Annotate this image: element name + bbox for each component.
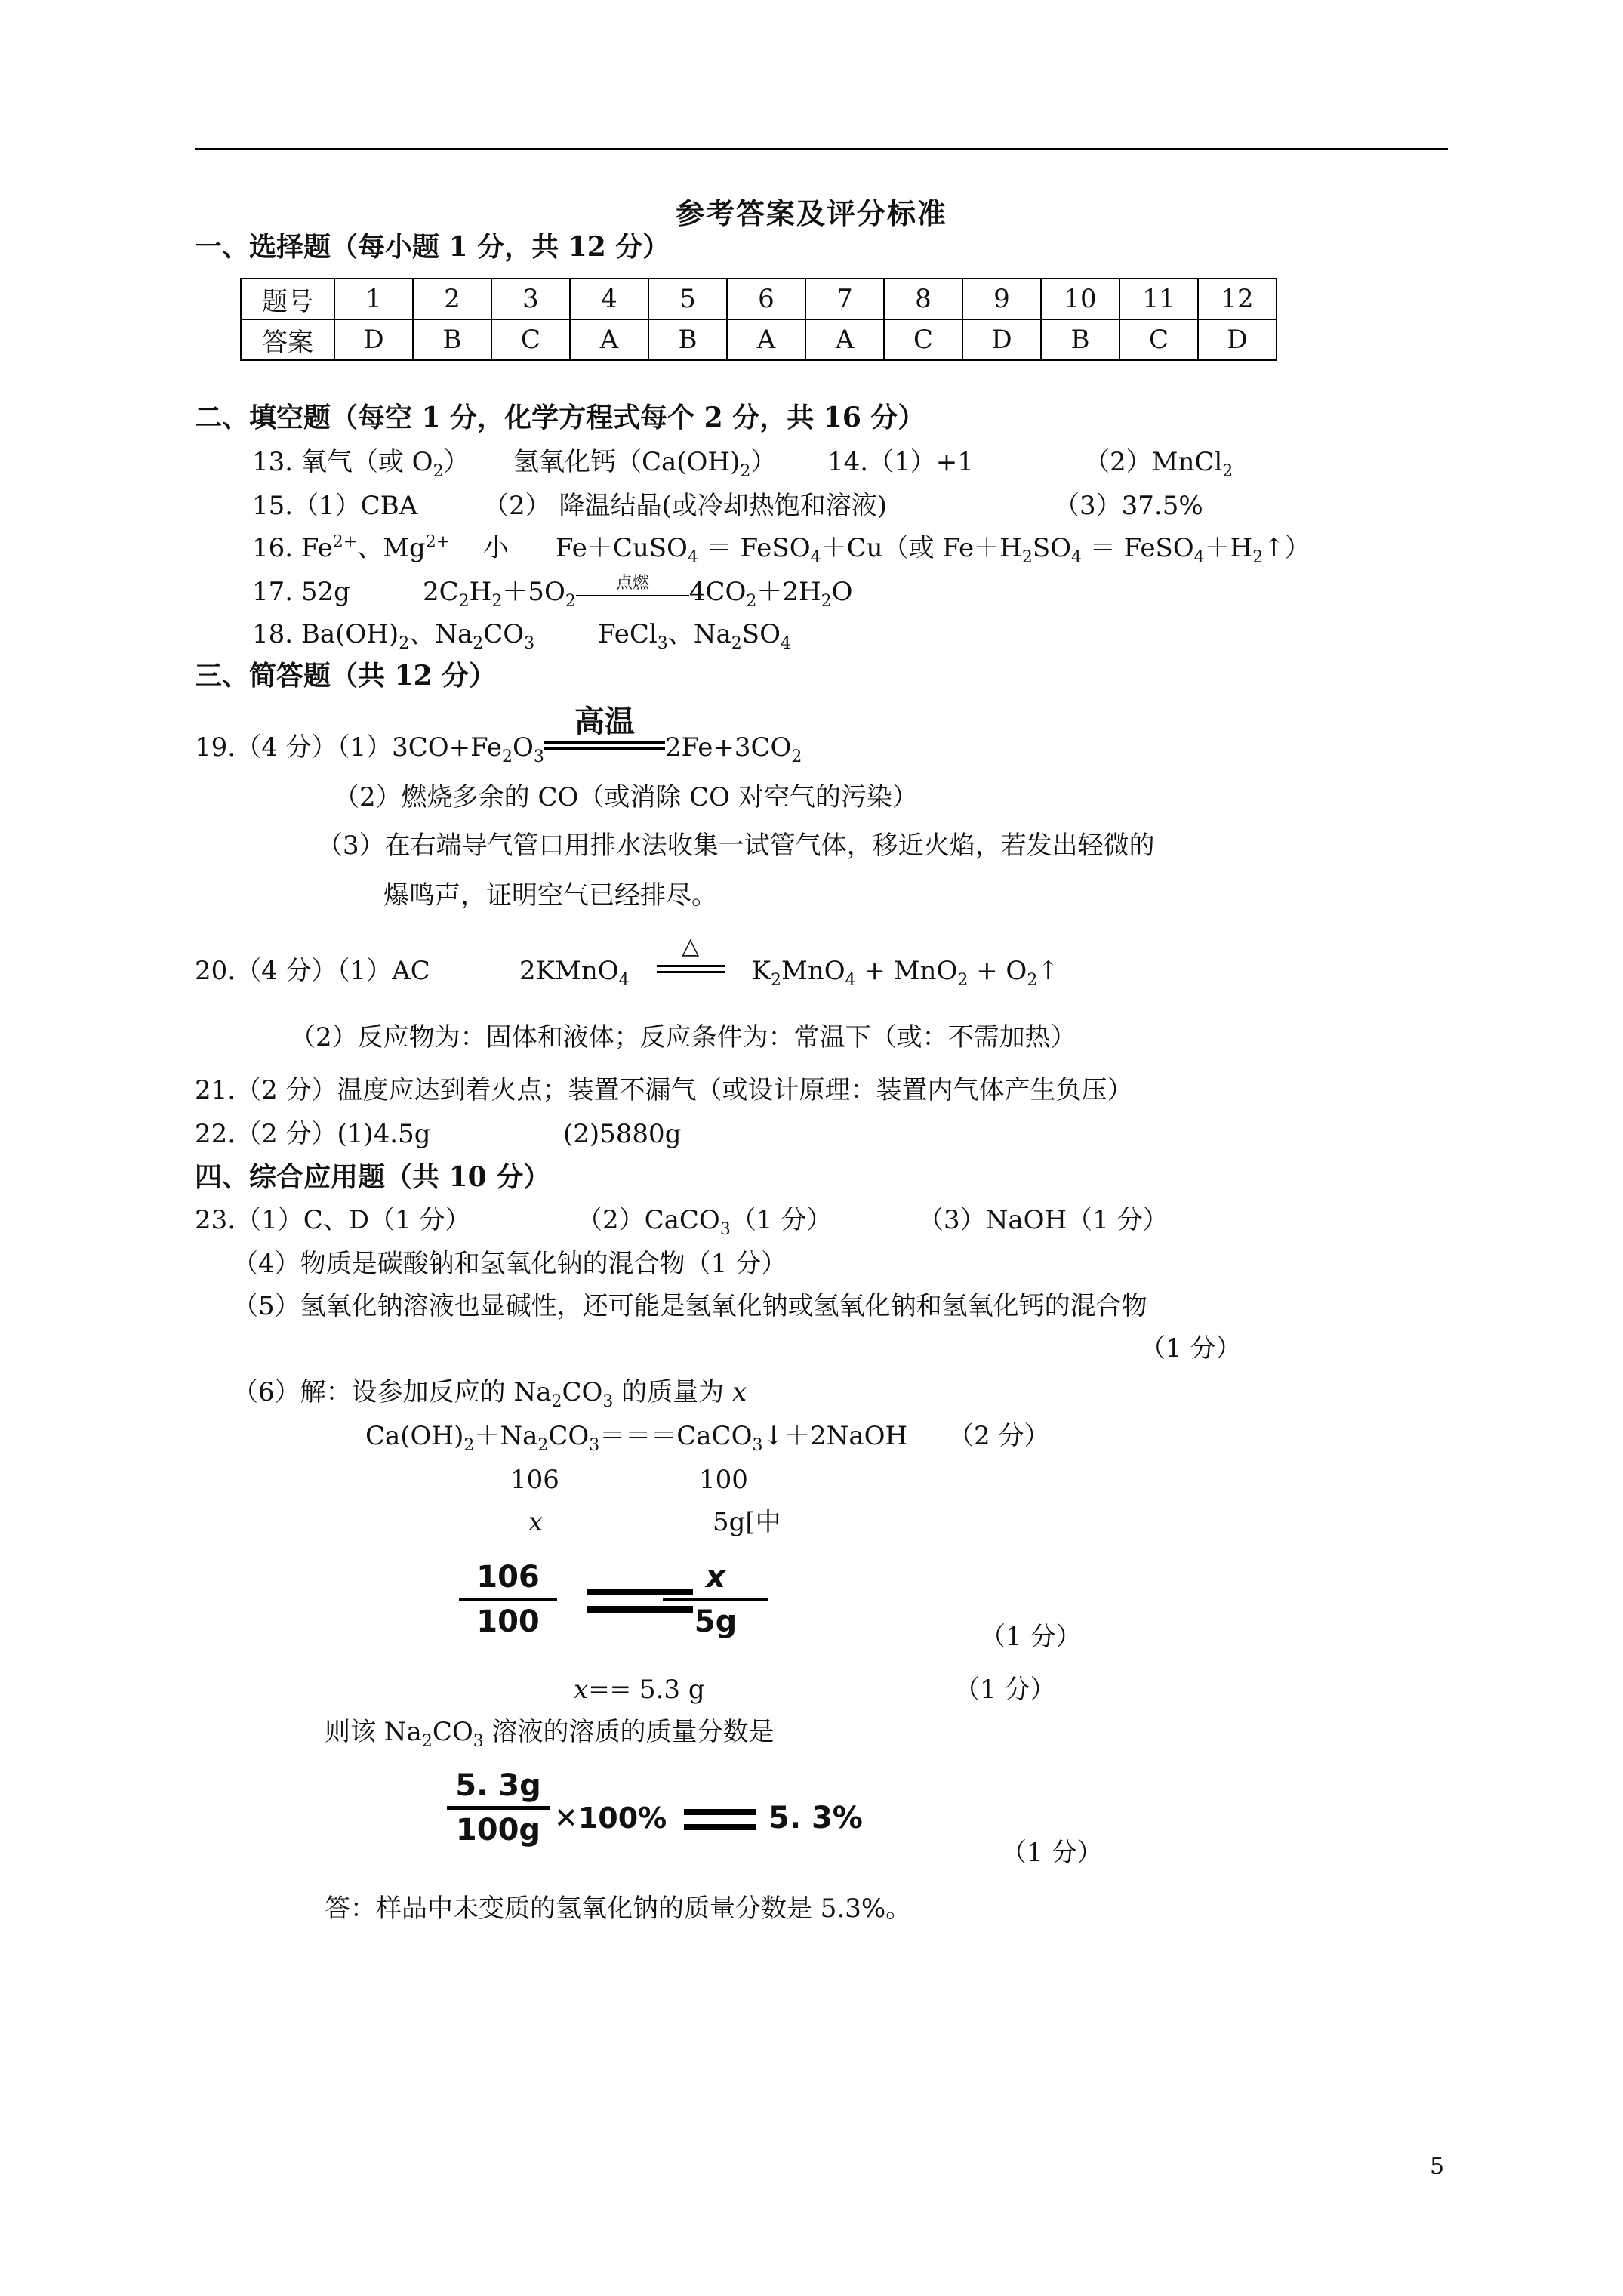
row-label: 题号: [241, 279, 334, 319]
reaction-arrow: △: [642, 948, 740, 982]
q21-answer: 21.（2 分）温度应达到着火点；装置不漏气（或设计原理：装置内气体产生负压）: [195, 1075, 1133, 1105]
q23-part-3: （3）NaOH（1 分）: [918, 1205, 1169, 1235]
question-number-cell: 3: [491, 279, 570, 319]
table-row: [241, 279, 1277, 319]
fraction-3: [447, 1768, 550, 1848]
q20-line-2: （2）反应物为：固体和液体；反应条件为：常温下（或：不需加热）: [290, 1022, 1076, 1052]
q14-answer: 14.（1）+1: [827, 447, 974, 477]
q17-equation: $2C_2H_2+5O_2$ 点燃 $4CO_2+2H_2O$: [423, 574, 853, 611]
score-1: （1 分）: [980, 1622, 1082, 1652]
reaction-arrow: 点燃: [576, 575, 689, 606]
answer-cell: D: [334, 319, 413, 360]
q23-part-5: （5）氢氧化钠溶液也显碱性，还可能是氢氧化钠或氢氧化钠和氢氧化钙的混合物: [233, 1291, 1147, 1321]
answer-cell: A: [727, 319, 805, 360]
q18-answer-2: FeCl$_3$、$Na_2SO_4$: [598, 619, 791, 653]
percentage-intro: 则该 $Na_2CO_3$ 溶液的溶质的质量分数是: [325, 1717, 775, 1751]
fraction-1-denominator: 100: [459, 1598, 557, 1639]
question-number-cell: 1: [334, 279, 413, 319]
fraction-2: [663, 1560, 768, 1639]
q16-answer: 16. $Fe^{2+}$、$Mg^{2+}$: [252, 532, 451, 563]
result-percentage: 5. 3%: [768, 1801, 863, 1835]
answer-cell: A: [805, 319, 884, 360]
fraction-2-denominator: 5g: [663, 1598, 768, 1639]
result-line: x== 5.3 g: [574, 1675, 705, 1705]
question-number-cell: 6: [727, 279, 805, 319]
known-mass: 5g[中: [713, 1507, 781, 1537]
fraction-3-numerator: 5. 3g: [455, 1768, 541, 1803]
reaction-arrow: 高温: [544, 726, 665, 760]
q15-answer-3: （3）37.5%: [1054, 491, 1203, 521]
q23-part-5-score: （1 分）: [1140, 1333, 1242, 1364]
top-rule: [195, 148, 1448, 150]
answer-cell: C: [491, 319, 570, 360]
unknown-mass: x: [528, 1507, 544, 1537]
times-100-percent: ✕100%: [554, 1801, 667, 1835]
answer-cell: B: [1041, 319, 1119, 360]
section-3-heading: 三、简答题（共 12 分）: [195, 660, 497, 692]
q23-equation: $Ca(OH)_2+Na_2CO_3===CaCO_3↓+2NaOH$: [365, 1421, 908, 1455]
q23-equation-score: （2 分）: [948, 1421, 1050, 1451]
answer-cell: C: [884, 319, 962, 360]
answer-cell: B: [648, 319, 727, 360]
molar-mass-1: 106: [510, 1465, 559, 1495]
answer-cell: A: [570, 319, 648, 360]
page-title: 参考答案及评分标准: [675, 196, 947, 230]
fraction-1: [459, 1560, 557, 1639]
q16-answer-2: 小: [483, 533, 509, 563]
q20-answer: 20.（4 分）（1）AC: [195, 956, 430, 986]
question-number-cell: 12: [1198, 279, 1277, 319]
answer-cell: C: [1119, 319, 1198, 360]
question-number-cell: 8: [884, 279, 962, 319]
molar-mass-2: 100: [699, 1465, 748, 1495]
q23-part-2: （2）CaCO$_3$（1 分）: [577, 1205, 833, 1239]
q13-answer-2: 氢氧化钙$(Ca(OH)_2)$: [513, 447, 777, 481]
row-label: 答案: [241, 319, 334, 360]
question-number-cell: 2: [413, 279, 491, 319]
question-number-cell: 4: [570, 279, 648, 319]
question-number-cell: 9: [962, 279, 1041, 319]
section-1-heading: 一、选择题（每小题 1 分，共 12 分）: [195, 231, 670, 263]
q20-equation: 2KMnO$_4$ △ $K_2MnO_4 + MnO_2$ + $O_2↑$: [519, 933, 1059, 990]
q22-answer-2: (2)5880g: [563, 1119, 682, 1149]
q23-part-1: 23.（1）C、D（1 分）: [195, 1205, 471, 1235]
fraction-3-denominator: 100g: [447, 1806, 550, 1848]
table-row: [241, 319, 1277, 360]
section-4-heading: 四、综合应用题（共 10 分）: [195, 1161, 551, 1193]
question-number-cell: 5: [648, 279, 727, 319]
q23-part-4: （4）物质是碳酸钠和氢氧化钠的混合物（1 分）: [233, 1249, 787, 1279]
q19-equation: 19.（4 分）$(1)3CO+Fe_2O_3$ 高温 $2Fe+3CO_2$: [195, 704, 802, 766]
equals-sign-2: [684, 1809, 756, 1830]
q19-line-3: （3）在右端导气管口用排水法收集一试管气体，移近火焰，若发出轻微的: [317, 831, 1155, 861]
score-2: （1 分）: [954, 1675, 1056, 1705]
answer-cell: D: [962, 319, 1041, 360]
q19-line-2: （2）燃烧多余的 CO（或消除 CO 对空气的污染）: [334, 782, 918, 812]
q18-answer: 18. $Ba(OH)_2$、$Na_2CO_3$: [252, 619, 535, 653]
q15-answer-2: （2） 降温结晶(或冷却热饱和溶液): [483, 491, 887, 521]
q22-answer: 22.（2 分）(1)4.5g: [195, 1119, 431, 1149]
q23-part-6: （6）解：设参加反应的 $Na_2CO_3$ 的质量为 x: [233, 1377, 747, 1411]
q16-equation: Fe＋CuSO$_4$ ＝ FeSO$_4$＋Cu（或 $Fe+H_2SO_4$ ＝ $FeSO_4+H_2↑$）: [556, 533, 1310, 567]
fraction-2-numerator: x: [706, 1560, 725, 1595]
final-answer: 答：样品中未变质的氢氧化钠的质量分数是 5.3%。: [325, 1894, 912, 1924]
q19-line-4: 爆鸣声，证明空气已经排尽。: [383, 880, 717, 911]
question-number-cell: 7: [805, 279, 884, 319]
question-number-cell: 10: [1041, 279, 1119, 319]
answer-cell: D: [1198, 319, 1277, 360]
question-number-cell: 11: [1119, 279, 1198, 319]
page-number: 5: [1430, 2153, 1445, 2180]
section-2-heading: 二、填空题（每空 1 分，化学方程式每个 2 分，共 16 分）: [195, 402, 925, 433]
q14-answer-2: （2）MnCl$_2$: [1084, 447, 1233, 481]
q15-answer: 15.（1）CBA: [252, 491, 418, 521]
score-3: （1 分）: [1001, 1838, 1103, 1868]
q13-answer: 13. 氧气（或 $O_2$）: [252, 447, 470, 481]
fraction-1-numerator: 106: [476, 1560, 540, 1595]
q17-answer: 17. 52g: [252, 577, 350, 607]
answer-cell: B: [413, 319, 491, 360]
answer-table: [240, 278, 1277, 361]
